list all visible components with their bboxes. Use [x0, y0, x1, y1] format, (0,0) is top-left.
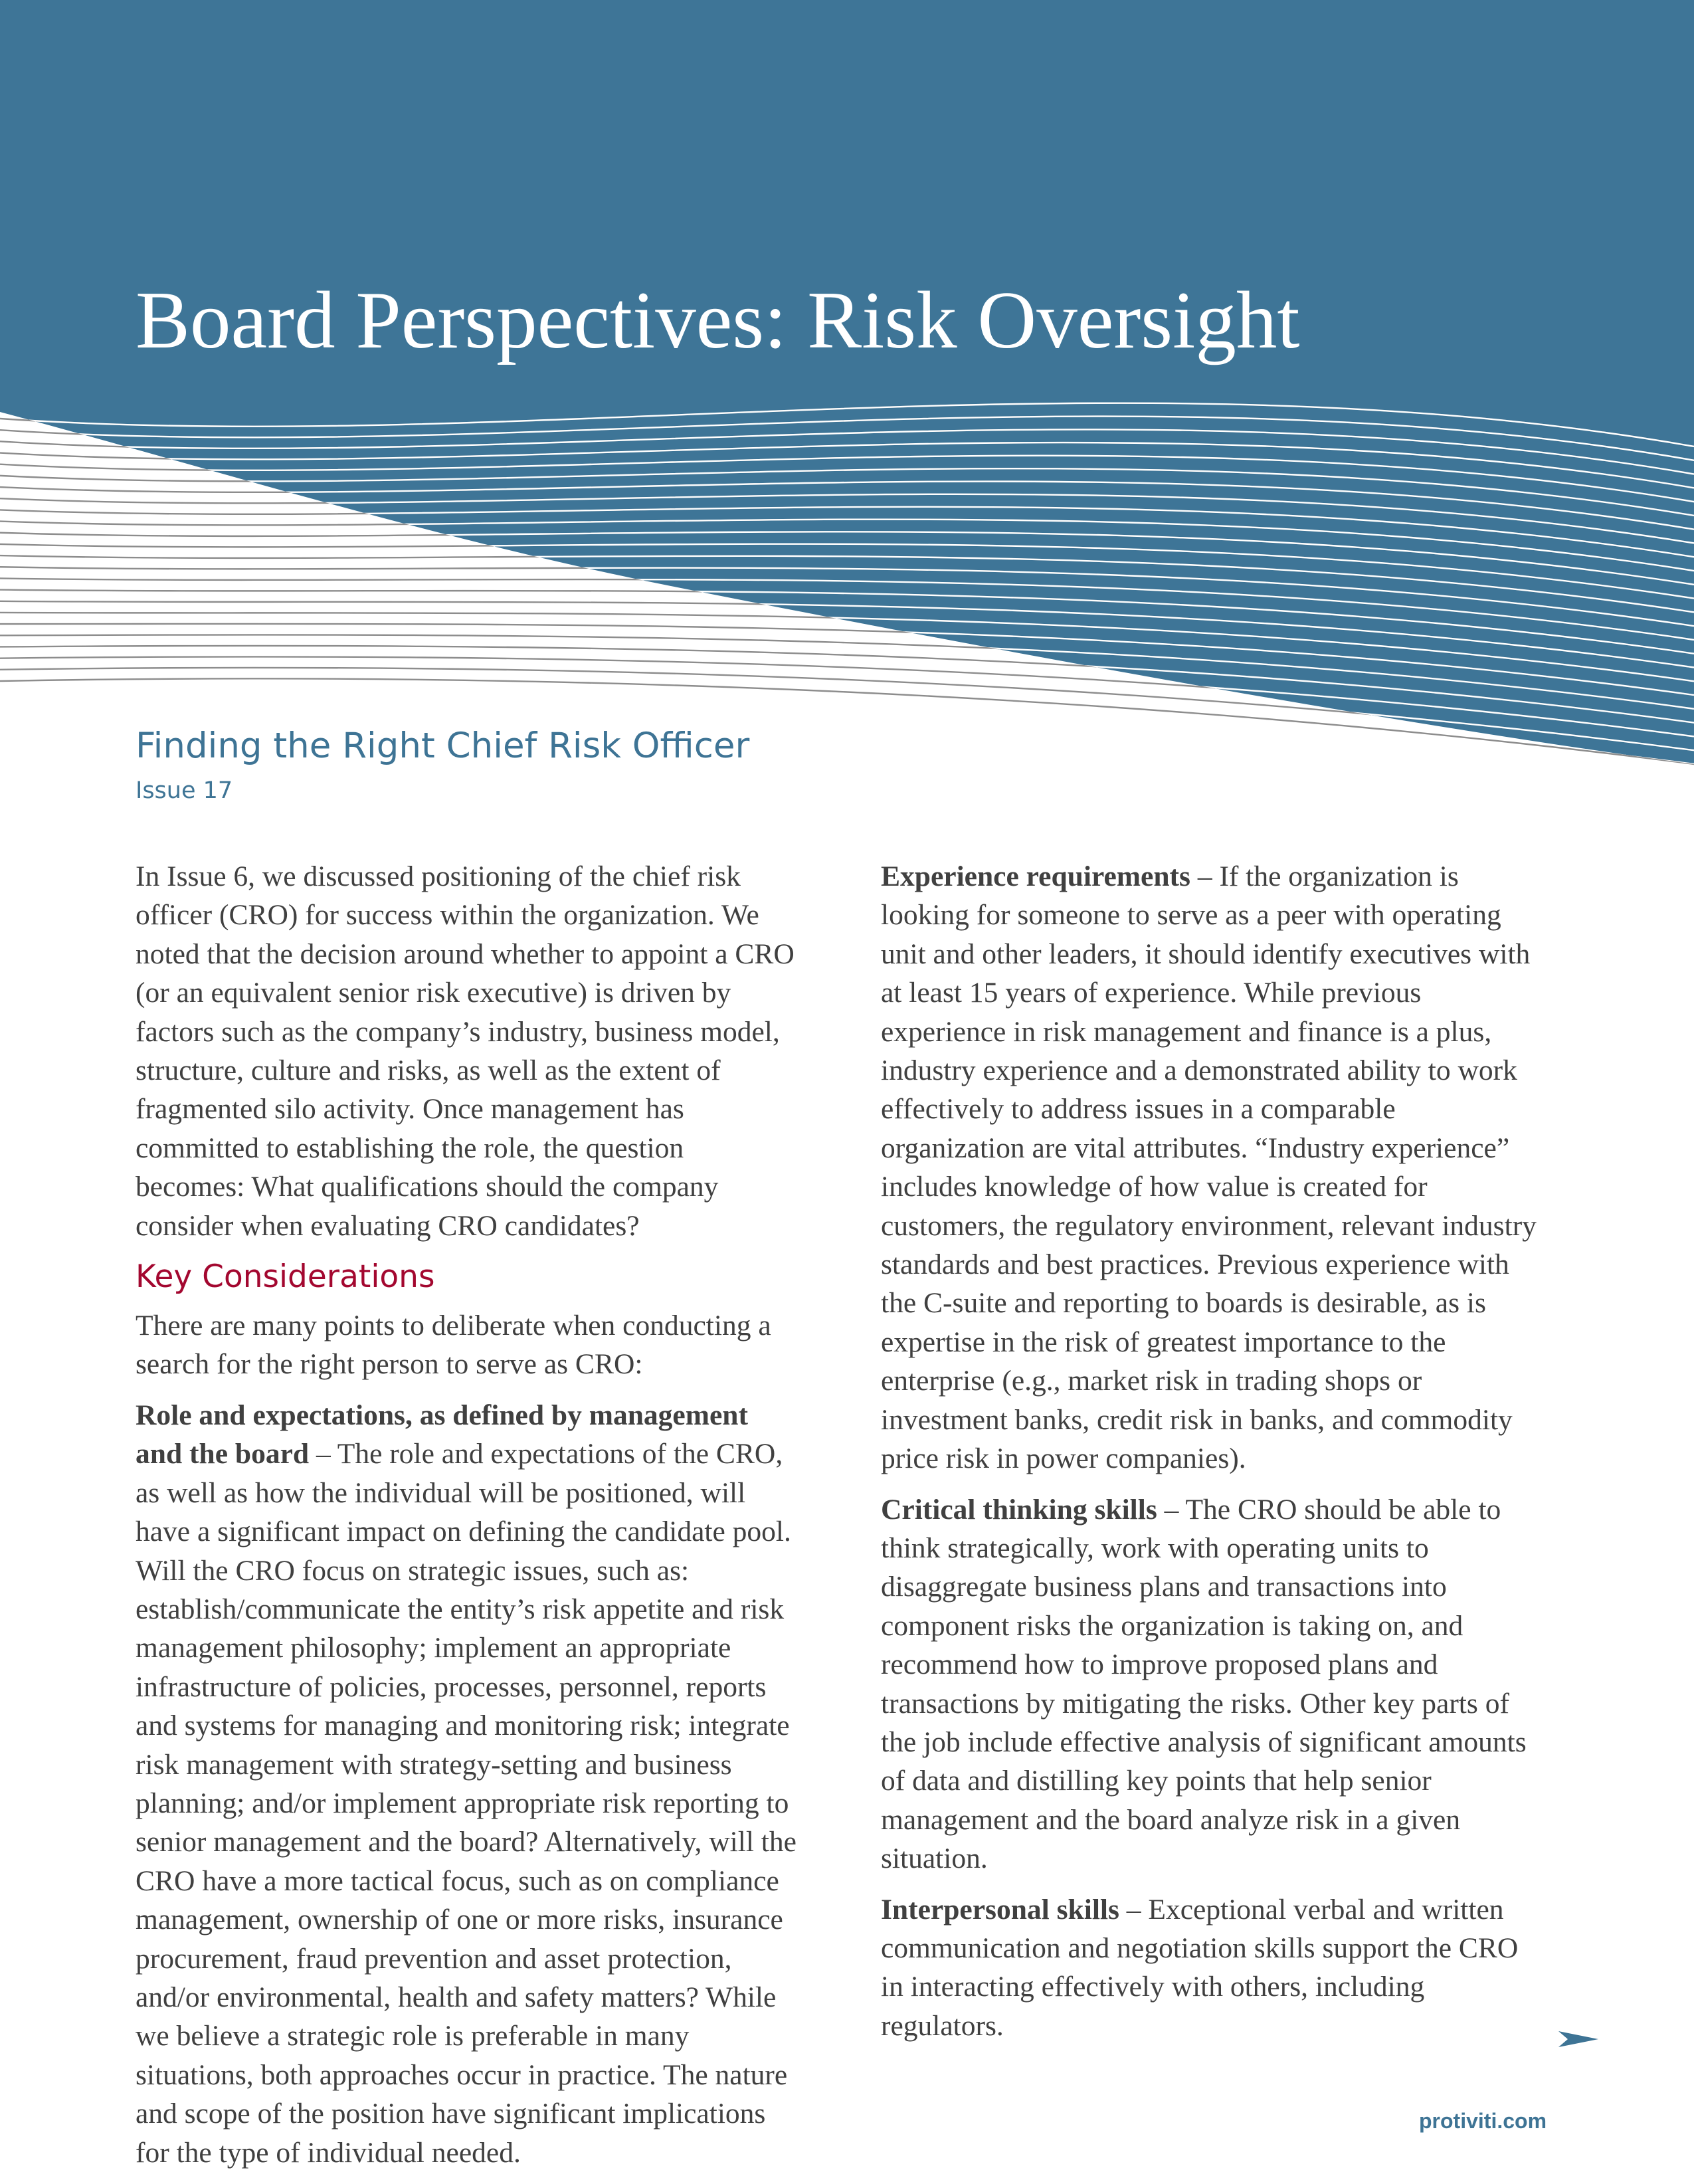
interpersonal-term: Interpersonal skills [881, 1893, 1119, 1926]
interpersonal-paragraph [881, 1890, 1545, 2046]
experience-term: Experience requirements [881, 860, 1190, 892]
role-term: Role and expectations, as defined by management and the board [136, 1399, 748, 1470]
left-column [136, 857, 800, 2184]
article-title: Finding the Right Chief Risk Officer [136, 726, 750, 766]
page-title: Board Perspectives: Risk Oversight [136, 274, 1300, 365]
critical-paragraph [881, 1490, 1545, 1878]
continue-arrow-icon [1558, 2029, 1598, 2049]
role-paragraph [136, 1396, 800, 2172]
header-banner [0, 0, 1694, 797]
section-heading: Key Considerations [136, 1258, 435, 1296]
intro-paragraph: In Issue 6, we discussed positioning of the chief risk officer (CRO) for success within the organization. We noted that the decision around whether to appoint a CRO (or an equivalent senior risk executive) is driven by factors such as the company’s industry, business model, structure, culture and risks, as well as the extent of fragmented silo activity. Once management has committed to establishing the role, the question becomes: What qualifications should the company consider when evaluating CRO candidates? [136, 860, 795, 1242]
critical-term: Critical thinking skills [881, 1493, 1157, 1526]
section-intro: There are many points to deliberate when conducting a search for the right person to serve as CRO: [136, 1310, 771, 1381]
interpersonal-text: – Exceptional verbal and written communication and negotiation skills support the CRO in interacting effectively with others, including regulators. [881, 1893, 1519, 2042]
issue-number: Issue 17 [136, 777, 233, 804]
role-text: – The role and expectations of the CRO, as well as how the individual will be positioned, will have a significant impact on defining the candidate pool. Will the CRO focus on strategic issues, such as: establish/communicate the entity’s risk appetite and risk management philosophy; implement an appropriate infrastructure of policies, processes, personnel, reports and systems for managing and monitoring risk; integrate risk management with strategy-setting and business planning; and/or implement appropriate risk reporting to senior management and the board? Alternatively, will the CRO have a more tactical focus, such as on compliance management, ownership of one or more risks, insurance procurement, fraud prevention and asset protection, and/or environmental, health and safety matters? While we believe a strategic role is preferable in many situations, both approaches occur in practice. The nature and scope of the position have significant implications for the type of individual needed. [136, 1438, 797, 2169]
critical-text: – The CRO should be able to think strategically, work with operating units to disaggregate business plans and transactions into component risks the organization is taking on, and recommend how to improve proposed plans and transactions by mitigating the risks. Other key parts of the job include effective analysis of significant amounts of data and distilling key points that help senior management and the board analyze risk in a given situation. [881, 1493, 1527, 1875]
experience-text: – If the organization is looking for someone to serve as a peer with operating unit and other leaders, it should identify executives with at least 15 years of experience. While previous experience in risk management and finance is a plus, industry experience and a demonstrated ability to work effectively to address issues in a comparable organization are vital attributes. “Industry experience” includes knowledge of how value is created for customers, the regulatory environment, relevant industry standards and best practices. Previous experience with the C-suite and reporting to boards is desirable, as is expertise in the risk of greatest importance to the enterprise (e.g., market risk in trading shops or investment banks, credit risk in banks, and commodity price risk in power companies). [881, 860, 1537, 1475]
right-column [881, 857, 1545, 2057]
experience-paragraph [881, 857, 1545, 1478]
footer-url: protiviti.com [1419, 2109, 1547, 2133]
